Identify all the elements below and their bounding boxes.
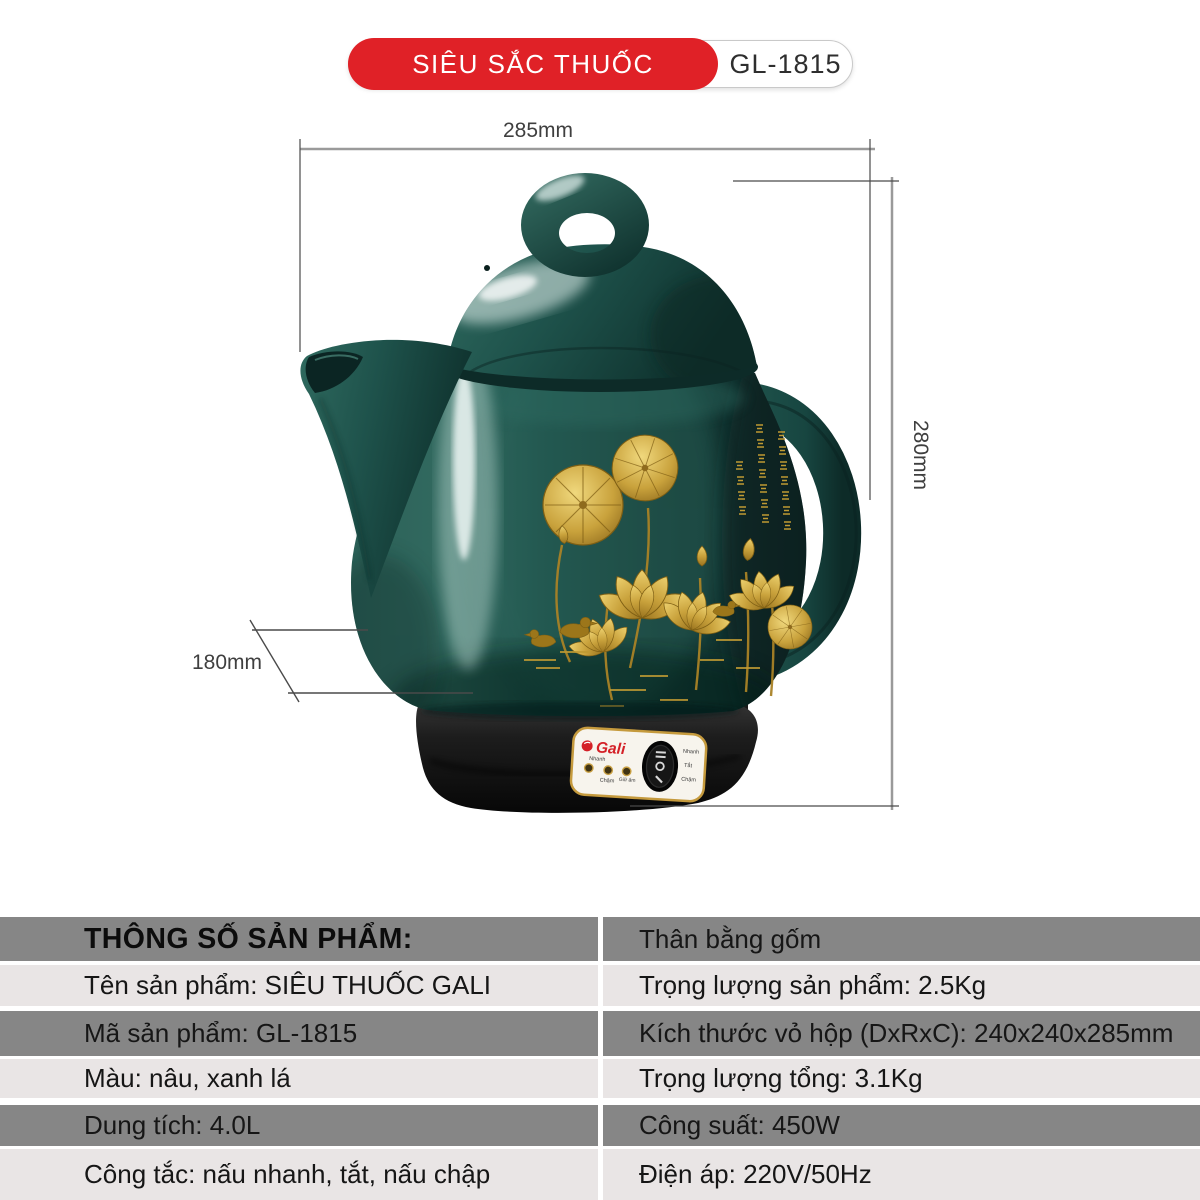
width-dimension-label: 285mm <box>502 119 574 142</box>
lid-handle <box>521 173 649 277</box>
spec-product-name: Tên sản phẩm: SIÊU THUỐC GALI <box>0 965 598 1006</box>
control-panel <box>570 727 707 802</box>
switch-label-off: Tắt <box>683 762 693 770</box>
spec-switch-modes: Công tắc: nấu nhanh, tắt, nấu chập <box>0 1149 598 1200</box>
spec-product-weight: Trọng lượng sản phẩm: 2.5Kg <box>603 965 1200 1006</box>
switch-label-slow: Chậm <box>681 776 697 784</box>
height-dimension-label: 280mm <box>909 419 932 491</box>
depth-dimension-label: 180mm <box>191 651 263 674</box>
spec-body-material: Thân bằng gốm <box>603 917 1200 961</box>
kettle-photo <box>300 170 902 813</box>
spec-column-right <box>603 917 1200 1200</box>
spec-total-weight: Trọng lượng tổng: 3.1Kg <box>603 1059 1200 1098</box>
brand-logo-text: Gali <box>595 739 626 759</box>
model-label: GL-1815 <box>729 48 842 79</box>
spec-box-size: Kích thước vỏ hộp (DxRxC): 240x240x285mm <box>603 1011 1200 1056</box>
spec-color: Màu: nâu, xanh lá <box>0 1059 598 1098</box>
light-fast-label: Nhanh <box>589 756 606 763</box>
light-keepwarm <box>622 767 631 776</box>
steam-hole <box>484 265 490 271</box>
spec-power: Công suất: 450W <box>603 1105 1200 1146</box>
spec-column-left <box>0 917 598 1200</box>
switch-label-fast: Nhanh <box>682 748 700 756</box>
spec-table-title: THÔNG SỐ SẢN PHẨM: <box>0 917 598 961</box>
light-slow-label: Chậm <box>599 777 615 785</box>
spec-table <box>0 917 1200 1200</box>
spec-product-code: Mã sản phẩm: GL-1815 <box>0 1011 598 1056</box>
light-fast <box>584 764 593 773</box>
light-keepwarm-label: Giữ ấm <box>618 776 636 784</box>
spec-capacity: Dung tích: 4.0L <box>0 1105 598 1146</box>
product-type-label: SIÊU SẮC THUỐC <box>412 48 654 79</box>
spec-voltage: Điện áp: 220V/50Hz <box>603 1149 1200 1200</box>
light-slow <box>604 766 613 775</box>
